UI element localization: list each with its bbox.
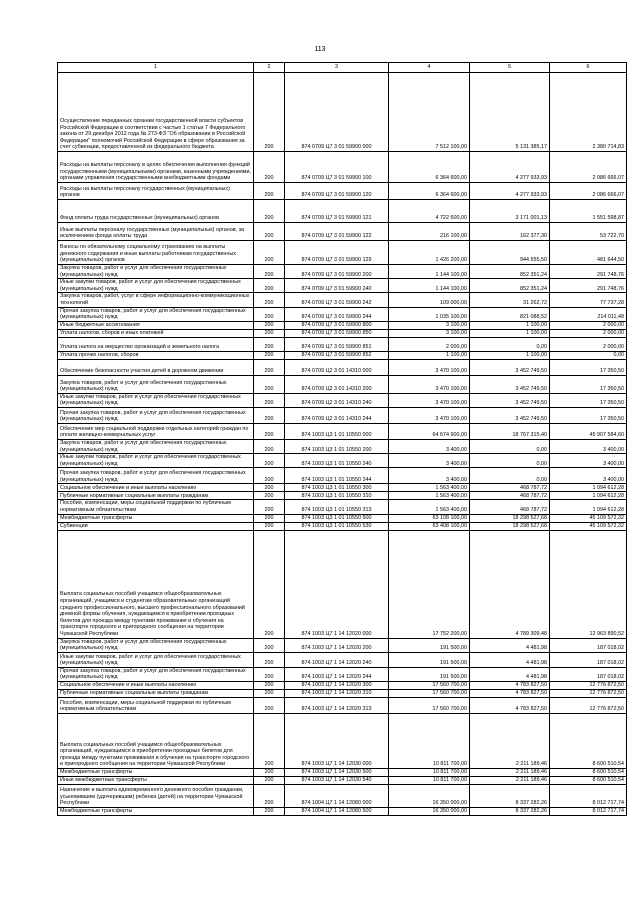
row-approved-cell: 3 100,00 — [389, 321, 470, 329]
row-approved-cell: 1 563 400,00 — [389, 492, 470, 500]
row-budget-code-cell: 874 0709 Ц7 3 01 59900 129 — [285, 241, 389, 265]
row-name-cell: Прочая закупка товаров, работ и услуг для обеспечения государственных (муниципальных) нужд — [58, 407, 254, 423]
row-name-cell: Закупка товаров, работ и услуг для обеспечения государственных (муниципальных) нужд — [58, 439, 254, 453]
row-unexecuted-cell: 2 086 666,07 — [550, 152, 627, 183]
row-line-code-cell: 200 — [254, 337, 285, 351]
row-line-code-cell: 200 — [254, 279, 285, 293]
row-unexecuted-cell: 12 963 890,52 — [550, 530, 627, 638]
row-unexecuted-cell: 2 000,00 — [550, 329, 627, 337]
row-name-cell: Прочая закупка товаров, работ и услуг для обеспечения государственных (муниципальных) нужд — [58, 667, 254, 681]
row-line-code-cell: 200 — [254, 807, 285, 815]
row-name-cell: Закупка товаров, работ, услуг в сфере информационно-коммуникационных технологий — [58, 293, 254, 307]
row-executed-cell: 31 262,72 — [470, 293, 550, 307]
row-unexecuted-cell: 8 600 510,54 — [550, 713, 627, 768]
budget-execution-table — [57, 62, 627, 816]
row-executed-cell: 4 481,98 — [470, 652, 550, 667]
row-approved-cell: 17 752 200,00 — [389, 530, 470, 638]
row-unexecuted-cell: 53 722,70 — [550, 223, 627, 241]
table-row — [58, 359, 627, 375]
row-executed-cell: 1 100,00 — [470, 351, 550, 359]
row-unexecuted-cell: 45 109 572,32 — [550, 522, 627, 530]
row-name-cell: Обеспечение безопасности участия детей в дорожном движении — [58, 359, 254, 375]
row-approved-cell: 17 560 700,00 — [389, 689, 470, 697]
row-unexecuted-cell: 8 012 717,74 — [550, 807, 627, 815]
row-budget-code-cell: 874 0709 Ц7 3 01 59900 852 — [285, 351, 389, 359]
row-budget-code-cell: 874 0709 Ц7 3 01 59900 240 — [285, 279, 389, 293]
row-approved-cell: 4 722 600,00 — [389, 200, 470, 223]
table-row — [58, 279, 627, 293]
row-budget-code-cell: 874 1003 Ц3 1 01 10550 000 — [285, 423, 389, 439]
row-name-cell: Выплата социальных пособий учащимся общеобразовательных организаций, нуждающимся в приобретении проездных билетов для проезда между пунктами проживания и обучения на транспорте городского и пригородного сообщения на территории Чувашской Республики — [58, 713, 254, 768]
row-approved-cell: 6 364 600,00 — [389, 152, 470, 183]
table-row — [58, 183, 627, 200]
table-row — [58, 784, 627, 807]
row-budget-code-cell: 874 1004 Ц7 1 14 12080 000 — [285, 784, 389, 807]
row-budget-code-cell: 874 1003 Ц3 1 01 10550 310 — [285, 492, 389, 500]
table-row — [58, 468, 627, 484]
table-row — [58, 522, 627, 530]
table-row — [58, 351, 627, 359]
row-line-code-cell: 200 — [254, 768, 285, 776]
row-unexecuted-cell: 1 094 612,28 — [550, 484, 627, 492]
row-line-code-cell: 200 — [254, 713, 285, 768]
row-name-cell: Расходы на выплаты персоналу в целях обеспечения выполнения функций государственными (муниципальными) органами, казенными учреждениями, органами управления государственными внебюджетными фондами — [58, 152, 254, 183]
row-executed-cell: 3 171 001,13 — [470, 200, 550, 223]
row-budget-code-cell: 874 1003 Ц7 1 14 12030 540 — [285, 776, 389, 784]
table-row — [58, 223, 627, 241]
row-line-code-cell: 200 — [254, 697, 285, 713]
table-row — [58, 681, 627, 689]
row-unexecuted-cell: 3 400,00 — [550, 454, 627, 468]
row-name-cell: Обеспечение мер социальной поддержки отдельных категорий граждан по оплате жилищно-коммунальных услуг — [58, 423, 254, 439]
row-line-code-cell: 200 — [254, 321, 285, 329]
row-line-code-cell: 200 — [254, 200, 285, 223]
row-line-code-cell: 200 — [254, 423, 285, 439]
header-cell: 3 — [285, 63, 389, 73]
table-row — [58, 514, 627, 522]
row-unexecuted-cell: 2 086 666,07 — [550, 183, 627, 200]
row-approved-cell: 109 000,00 — [389, 293, 470, 307]
row-executed-cell: 162 377,30 — [470, 223, 550, 241]
row-budget-code-cell: 874 1003 Ц7 1 14 12020 244 — [285, 667, 389, 681]
row-name-cell: Уплата прочих налогов, сборов — [58, 351, 254, 359]
row-executed-cell: 852 351,24 — [470, 279, 550, 293]
row-executed-cell: 3 452 749,50 — [470, 359, 550, 375]
row-line-code-cell: 200 — [254, 468, 285, 484]
row-executed-cell: 18 767 315,40 — [470, 423, 550, 439]
row-name-cell: Субвенции — [58, 522, 254, 530]
table-row — [58, 638, 627, 652]
row-unexecuted-cell: 187 018,02 — [550, 638, 627, 652]
row-name-cell: Иные закупки товаров, работ и услуг для обеспечения государственных (муниципальных) нужд — [58, 652, 254, 667]
row-name-cell: Иные закупки товаров, работ и услуг для обеспечения государственных (муниципальных) нужд — [58, 393, 254, 407]
row-unexecuted-cell: 1 551 598,87 — [550, 200, 627, 223]
row-approved-cell: 191 500,00 — [389, 667, 470, 681]
header-cell: 2 — [254, 63, 285, 73]
row-executed-cell: 18 298 527,68 — [470, 522, 550, 530]
row-budget-code-cell: 874 0709 Ц7 3 01 59900 120 — [285, 183, 389, 200]
row-name-cell: Иные межбюджетные трансферты — [58, 776, 254, 784]
row-unexecuted-cell: 291 748,76 — [550, 279, 627, 293]
row-name-cell: Уплата налогов, сборов и иных платежей — [58, 329, 254, 337]
row-approved-cell: 17 560 700,00 — [389, 681, 470, 689]
row-executed-cell: 3 452 749,50 — [470, 407, 550, 423]
row-budget-code-cell: 874 1003 Ц7 1 14 12020 200 — [285, 638, 389, 652]
row-name-cell: Межбюджетные трансферты — [58, 807, 254, 815]
row-approved-cell: 2 000,00 — [389, 337, 470, 351]
row-budget-code-cell: 874 1003 Ц7 1 14 12020 240 — [285, 652, 389, 667]
row-approved-cell: 10 811 700,00 — [389, 768, 470, 776]
row-executed-cell: 4 783 827,50 — [470, 689, 550, 697]
row-budget-code-cell: 874 1003 Ц7 1 14 12030 000 — [285, 713, 389, 768]
table-row — [58, 667, 627, 681]
row-approved-cell: 1 144 100,00 — [389, 265, 470, 279]
row-approved-cell: 3 470 100,00 — [389, 393, 470, 407]
row-line-code-cell: 200 — [254, 681, 285, 689]
row-budget-code-cell: 874 0709 Ц7 3 01 59900 242 — [285, 293, 389, 307]
row-budget-code-cell: 874 1003 Ц3 1 01 10550 240 — [285, 454, 389, 468]
row-budget-code-cell: 874 1003 Ц3 1 01 10550 530 — [285, 522, 389, 530]
row-line-code-cell: 200 — [254, 407, 285, 423]
row-approved-cell: 7 512 100,00 — [389, 73, 470, 152]
row-budget-code-cell: 874 1003 Ц7 1 14 12030 500 — [285, 768, 389, 776]
row-executed-cell: 1 100,00 — [470, 329, 550, 337]
row-executed-cell: 4 481,98 — [470, 667, 550, 681]
row-unexecuted-cell: 0,00 — [550, 351, 627, 359]
row-unexecuted-cell: 8 600 510,54 — [550, 776, 627, 784]
table-row — [58, 375, 627, 393]
row-line-code-cell: 200 — [254, 393, 285, 407]
row-name-cell: Выплата социальных пособий учащимся общеобразовательных организаций, учащимся и студентам образовательных организаций среднего профессионального, высшего профессионального образований дневной формы обучения, нуждающимся в приобретении проездных билетов для проезда между пунктами проживания и обучения на транспорте городского и пригородного сообщения на территории Чувашской Республики — [58, 530, 254, 638]
table-row — [58, 689, 627, 697]
table-row — [58, 697, 627, 713]
row-name-cell: Осуществление переданных органам государственной власти субъектов Российской Федерации в соответствии с частью 1 статьи 7 Федерального закона от 29 декабря 2012 года № 273-ФЗ "Об образовании в Российской Федерации" полномочий Российской Федерации в сфере образования за счет субвенции, предоставленной из федерального бюджета — [58, 73, 254, 152]
row-unexecuted-cell: 291 748,76 — [550, 265, 627, 279]
row-budget-code-cell: 874 1003 Ц7 1 14 12020 310 — [285, 689, 389, 697]
row-name-cell: Назначение и выплата единовременного денежного пособия гражданам, усыновившим (удочерившим) ребенка (детей) на территории Чувашской Республики — [58, 784, 254, 807]
row-unexecuted-cell: 1 094 612,28 — [550, 500, 627, 514]
row-approved-cell: 17 560 700,00 — [389, 697, 470, 713]
row-budget-code-cell: 874 1003 Ц3 1 01 10550 500 — [285, 514, 389, 522]
row-approved-cell: 191 500,00 — [389, 652, 470, 667]
table-row — [58, 807, 627, 815]
row-approved-cell: 6 364 600,00 — [389, 183, 470, 200]
table-row — [58, 484, 627, 492]
row-budget-code-cell: 874 0709 Ц7 3 01 59900 244 — [285, 307, 389, 321]
table-row — [58, 713, 627, 768]
row-executed-cell: 8 337 282,26 — [470, 807, 550, 815]
row-name-cell: Межбюджетные трансферты — [58, 514, 254, 522]
row-executed-cell: 2 211 189,46 — [470, 776, 550, 784]
row-approved-cell: 3 470 100,00 — [389, 359, 470, 375]
row-unexecuted-cell: 214 011,48 — [550, 307, 627, 321]
row-executed-cell: 18 298 527,68 — [470, 514, 550, 522]
row-unexecuted-cell: 187 018,02 — [550, 667, 627, 681]
row-budget-code-cell: 874 1003 Ц7 1 14 12020 300 — [285, 681, 389, 689]
table-row — [58, 329, 627, 337]
row-approved-cell: 1 144 100,00 — [389, 279, 470, 293]
row-budget-code-cell: 874 1003 Ц3 1 01 10550 244 — [285, 468, 389, 484]
row-line-code-cell: 200 — [254, 652, 285, 667]
row-line-code-cell: 200 — [254, 784, 285, 807]
row-approved-cell: 10 811 700,00 — [389, 713, 470, 768]
row-line-code-cell: 200 — [254, 530, 285, 638]
row-line-code-cell: 200 — [254, 351, 285, 359]
row-budget-code-cell: 874 0709 Ц2 3 01 14310 200 — [285, 375, 389, 393]
row-budget-code-cell: 874 0709 Ц7 3 01 59900 800 — [285, 321, 389, 329]
row-budget-code-cell: 874 0709 Ц7 3 01 59900 200 — [285, 265, 389, 279]
row-approved-cell: 16 350 000,00 — [389, 784, 470, 807]
row-unexecuted-cell: 3 400,00 — [550, 439, 627, 453]
row-budget-code-cell: 874 0709 Ц7 3 01 59900 100 — [285, 152, 389, 183]
row-name-cell: Социальное обеспечение и иные выплаты населению — [58, 681, 254, 689]
row-executed-cell: 1 100,00 — [470, 321, 550, 329]
row-line-code-cell: 200 — [254, 484, 285, 492]
table-row — [58, 200, 627, 223]
row-executed-cell: 4 789 309,48 — [470, 530, 550, 638]
row-line-code-cell: 200 — [254, 183, 285, 200]
table-row — [58, 152, 627, 183]
header-cell: 5 — [470, 63, 550, 73]
row-approved-cell: 3 400,00 — [389, 439, 470, 453]
table-row — [58, 307, 627, 321]
row-approved-cell: 64 674 900,00 — [389, 423, 470, 439]
row-executed-cell: 468 787,72 — [470, 484, 550, 492]
row-budget-code-cell: 874 1003 Ц7 1 14 12020 000 — [285, 530, 389, 638]
row-executed-cell: 4 277 933,93 — [470, 183, 550, 200]
row-name-cell: Фонд оплаты труда государственных (муниципальных) органов — [58, 200, 254, 223]
row-executed-cell: 468 787,72 — [470, 500, 550, 514]
row-approved-cell: 3 470 100,00 — [389, 375, 470, 393]
row-approved-cell: 3 400,00 — [389, 454, 470, 468]
row-unexecuted-cell: 12 776 872,50 — [550, 681, 627, 689]
row-line-code-cell: 200 — [254, 152, 285, 183]
row-name-cell: Социальное обеспечение и иные выплаты населению — [58, 484, 254, 492]
row-approved-cell: 63 108 100,00 — [389, 514, 470, 522]
row-name-cell: Расходы на выплаты персоналу государственных (муниципальных) органов — [58, 183, 254, 200]
row-name-cell: Иные бюджетные ассигнования — [58, 321, 254, 329]
row-name-cell: Закупка товаров, работ и услуг для обеспечения государственных (муниципальных) нужд — [58, 265, 254, 279]
table-row — [58, 265, 627, 279]
row-unexecuted-cell: 77 737,28 — [550, 293, 627, 307]
row-unexecuted-cell: 12 776 872,50 — [550, 697, 627, 713]
row-approved-cell: 16 350 000,00 — [389, 807, 470, 815]
header-cell: 4 — [389, 63, 470, 73]
row-name-cell: Публичные нормативные социальные выплаты гражданам — [58, 492, 254, 500]
row-line-code-cell: 200 — [254, 73, 285, 152]
row-budget-code-cell: 874 0709 Ц7 3 01 59900 121 — [285, 200, 389, 223]
row-line-code-cell: 200 — [254, 522, 285, 530]
row-budget-code-cell: 874 1004 Ц7 1 14 12080 500 — [285, 807, 389, 815]
row-executed-cell: 468 787,72 — [470, 492, 550, 500]
header-cell: 6 — [550, 63, 627, 73]
row-budget-code-cell: 874 0709 Ц7 3 01 59900 850 — [285, 329, 389, 337]
table-row — [58, 423, 627, 439]
row-unexecuted-cell: 45 907 584,60 — [550, 423, 627, 439]
row-budget-code-cell: 874 0709 Ц7 3 01 59900 122 — [285, 223, 389, 241]
row-line-code-cell: 200 — [254, 293, 285, 307]
row-executed-cell: 3 452 749,50 — [470, 375, 550, 393]
row-line-code-cell: 200 — [254, 776, 285, 784]
row-name-cell: Прочая закупка товаров, работ и услуг для обеспечения государственных (муниципальных) нужд — [58, 468, 254, 484]
table-row — [58, 241, 627, 265]
table-header-row — [58, 63, 627, 73]
row-budget-code-cell: 874 1003 Ц3 1 01 10550 300 — [285, 484, 389, 492]
row-unexecuted-cell: 8 012 717,74 — [550, 784, 627, 807]
row-unexecuted-cell: 1 094 612,28 — [550, 492, 627, 500]
row-approved-cell: 1 100,00 — [389, 351, 470, 359]
row-budget-code-cell: 874 0709 Ц2 3 01 14310 244 — [285, 407, 389, 423]
row-unexecuted-cell: 8 600 510,54 — [550, 768, 627, 776]
table-row — [58, 768, 627, 776]
row-budget-code-cell: 874 0709 Ц7 3 01 59900 851 — [285, 337, 389, 351]
row-executed-cell: 0,00 — [470, 454, 550, 468]
row-name-cell: Закупка товаров, работ и услуг для обеспечения государственных (муниципальных) нужд — [58, 375, 254, 393]
table-row — [58, 454, 627, 468]
table-row — [58, 337, 627, 351]
row-executed-cell: 0,00 — [470, 439, 550, 453]
table-row — [58, 321, 627, 329]
row-name-cell: Взносы по обязательному социальному страхованию на выплаты денежного содержания и иные выплаты работникам государственных (муниципальных) органов — [58, 241, 254, 265]
row-line-code-cell: 200 — [254, 514, 285, 522]
row-name-cell: Уплата налога на имущество организаций и земельного налога — [58, 337, 254, 351]
row-line-code-cell: 200 — [254, 265, 285, 279]
row-line-code-cell: 200 — [254, 241, 285, 265]
row-executed-cell: 4 277 933,93 — [470, 152, 550, 183]
row-approved-cell: 216 100,00 — [389, 223, 470, 241]
row-name-cell: Пособия, компенсации, меры социальной поддержки по публичным нормативным обязательствам — [58, 697, 254, 713]
row-executed-cell: 8 337 282,26 — [470, 784, 550, 807]
row-name-cell: Иные закупки товаров, работ и услуг для обеспечения государственных (муниципальных) нужд — [58, 454, 254, 468]
row-name-cell: Публичные нормативные социальные выплаты гражданам — [58, 689, 254, 697]
row-executed-cell: 821 088,52 — [470, 307, 550, 321]
row-approved-cell: 191 500,00 — [389, 638, 470, 652]
row-budget-code-cell: 874 0709 Ц2 3 01 14310 240 — [285, 393, 389, 407]
row-line-code-cell: 200 — [254, 307, 285, 321]
row-line-code-cell: 200 — [254, 638, 285, 652]
row-unexecuted-cell: 17 350,50 — [550, 375, 627, 393]
row-unexecuted-cell: 187 018,02 — [550, 652, 627, 667]
row-unexecuted-cell: 17 350,50 — [550, 407, 627, 423]
row-unexecuted-cell: 2 000,00 — [550, 337, 627, 351]
table-row — [58, 73, 627, 152]
row-executed-cell: 3 452 749,50 — [470, 393, 550, 407]
row-executed-cell: 4 783 827,50 — [470, 697, 550, 713]
row-line-code-cell: 200 — [254, 359, 285, 375]
table-row — [58, 652, 627, 667]
row-name-cell: Закупка товаров, работ и услуг для обеспечения государственных (муниципальных) нужд — [58, 638, 254, 652]
row-budget-code-cell: 874 1003 Ц3 1 01 10550 200 — [285, 439, 389, 453]
table-row — [58, 776, 627, 784]
row-line-code-cell: 200 — [254, 667, 285, 681]
row-executed-cell: 0,00 — [470, 468, 550, 484]
row-approved-cell: 3 100,00 — [389, 329, 470, 337]
row-line-code-cell: 200 — [254, 223, 285, 241]
row-line-code-cell: 200 — [254, 454, 285, 468]
row-unexecuted-cell: 17 350,50 — [550, 393, 627, 407]
row-line-code-cell: 200 — [254, 492, 285, 500]
row-executed-cell: 852 351,24 — [470, 265, 550, 279]
page-number: 113 — [314, 46, 326, 53]
row-approved-cell: 63 408 100,00 — [389, 522, 470, 530]
row-executed-cell: 2 211 189,46 — [470, 713, 550, 768]
row-name-cell: Межбюджетные трансферты — [58, 768, 254, 776]
row-budget-code-cell: 874 1003 Ц7 1 14 12020 313 — [285, 697, 389, 713]
row-line-code-cell: 200 — [254, 500, 285, 514]
row-unexecuted-cell: 12 776 872,50 — [550, 689, 627, 697]
row-approved-cell: 1 563 400,00 — [389, 500, 470, 514]
row-unexecuted-cell: 481 644,50 — [550, 241, 627, 265]
row-executed-cell: 2 211 189,46 — [470, 768, 550, 776]
row-budget-code-cell: 874 1003 Ц3 1 01 10550 313 — [285, 500, 389, 514]
row-approved-cell: 1 426 200,00 — [389, 241, 470, 265]
row-name-cell: Иные выплаты персоналу государственных (муниципальных) органов, за исключением фонда оплаты труда — [58, 223, 254, 241]
row-line-code-cell: 200 — [254, 689, 285, 697]
table-row — [58, 293, 627, 307]
row-line-code-cell: 200 — [254, 329, 285, 337]
row-name-cell: Иные закупки товаров, работ и услуг для обеспечения государственных (муниципальных) нужд — [58, 279, 254, 293]
row-budget-code-cell: 874 0709 Ц7 3 01 59900 000 — [285, 73, 389, 152]
row-executed-cell: 944 555,50 — [470, 241, 550, 265]
table-row — [58, 500, 627, 514]
row-name-cell: Прочая закупка товаров, работ и услуг для обеспечения государственных (муниципальных) нужд — [58, 307, 254, 321]
row-approved-cell: 3 470 100,00 — [389, 407, 470, 423]
row-unexecuted-cell: 45 109 572,32 — [550, 514, 627, 522]
row-unexecuted-cell: 2 380 714,83 — [550, 73, 627, 152]
row-executed-cell: 4 481,98 — [470, 638, 550, 652]
table-row — [58, 492, 627, 500]
row-approved-cell: 1 563 400,00 — [389, 484, 470, 492]
row-line-code-cell: 200 — [254, 439, 285, 453]
row-executed-cell: 5 131 385,17 — [470, 73, 550, 152]
table-row — [58, 393, 627, 407]
table-row — [58, 439, 627, 453]
row-unexecuted-cell: 17 350,50 — [550, 359, 627, 375]
row-executed-cell: 0,00 — [470, 337, 550, 351]
header-cell: 1 — [58, 63, 254, 73]
row-approved-cell: 10 811 700,00 — [389, 776, 470, 784]
row-name-cell: Пособия, компенсации, меры социальной поддержки по публичным нормативным обязательствам — [58, 500, 254, 514]
table-row — [58, 407, 627, 423]
row-unexecuted-cell: 2 000,00 — [550, 321, 627, 329]
row-budget-code-cell: 874 0709 Ц2 3 01 14310 000 — [285, 359, 389, 375]
row-line-code-cell: 200 — [254, 375, 285, 393]
row-approved-cell: 3 400,00 — [389, 468, 470, 484]
row-unexecuted-cell: 3 400,00 — [550, 468, 627, 484]
row-executed-cell: 4 783 827,50 — [470, 681, 550, 689]
table-row — [58, 530, 627, 638]
row-approved-cell: 1 035 100,00 — [389, 307, 470, 321]
